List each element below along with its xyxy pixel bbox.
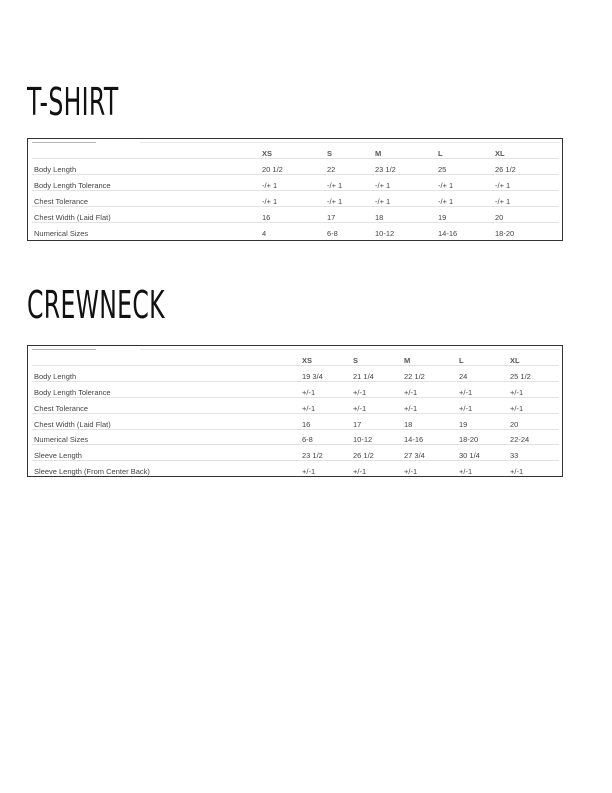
table-top-rule-light — [140, 349, 560, 350]
crewneck-size-chart — [27, 345, 563, 477]
size-value-cell: 22 — [327, 159, 375, 175]
size-value-cell: +/-1 — [510, 397, 559, 413]
table-row — [32, 413, 559, 429]
size-value-cell: 19 — [438, 207, 495, 223]
size-value-cell: 26 1/2 — [495, 159, 559, 175]
size-value-cell: 16 — [262, 207, 327, 223]
size-value-cell: +/-1 — [302, 381, 353, 397]
table-row — [32, 381, 559, 397]
size-value-cell: 30 1/4 — [459, 445, 510, 461]
size-value-cell: 25 — [438, 159, 495, 175]
table-top-rule — [32, 349, 96, 350]
size-header-xs: XS — [302, 356, 313, 365]
size-value-cell: +/-1 — [404, 381, 459, 397]
size-value-cell: -/+ 1 — [375, 175, 438, 191]
size-value-cell: +/-1 — [353, 461, 404, 476]
size-value-cell: +/-1 — [353, 381, 404, 397]
size-header-s: S — [327, 149, 333, 158]
size-value-cell: -/+ 1 — [438, 175, 495, 191]
size-value-cell: 21 1/4 — [353, 366, 404, 382]
header-blank-cell — [32, 147, 262, 159]
size-value-cell: 20 — [495, 207, 559, 223]
size-value-cell: 17 — [353, 413, 404, 429]
size-value-cell: 18-20 — [459, 429, 510, 445]
size-value-cell: -/+ 1 — [495, 175, 559, 191]
size-value-cell: 18-20 — [495, 223, 559, 239]
size-value-cell: 22 1/2 — [404, 366, 459, 382]
crewneck-size-table — [32, 354, 559, 476]
size-value-cell: 23 1/2 — [375, 159, 438, 175]
size-value-cell: +/-1 — [510, 461, 559, 476]
table-row — [32, 223, 559, 239]
tshirt-size-chart — [27, 138, 563, 241]
row-label: Chest Width (Laid Flat) — [32, 207, 262, 223]
size-value-cell: +/-1 — [404, 461, 459, 476]
size-value-cell: 22-24 — [510, 429, 559, 445]
size-value-cell: 19 3/4 — [302, 366, 353, 382]
size-header-l: L — [459, 356, 464, 365]
row-label: Sleeve Length (From Center Back) — [32, 461, 302, 476]
size-value-cell: 26 1/2 — [353, 445, 404, 461]
size-value-cell: +/-1 — [459, 461, 510, 476]
size-header-s: S — [353, 356, 359, 365]
tshirt-size-table — [32, 147, 559, 238]
size-value-cell: 25 1/2 — [510, 366, 559, 382]
size-value-cell: +/-1 — [353, 397, 404, 413]
table-row — [32, 445, 559, 461]
crewneck-title: CREWNECK — [27, 283, 165, 327]
size-value-cell: 18 — [404, 413, 459, 429]
size-header-m: M — [375, 149, 382, 158]
row-label: Chest Tolerance — [32, 191, 262, 207]
size-value-cell: 4 — [262, 223, 327, 239]
size-value-cell: 10-12 — [353, 429, 404, 445]
table-row — [32, 207, 559, 223]
size-header-row — [32, 354, 559, 366]
row-label: Body Length — [32, 366, 302, 382]
size-value-cell: 20 — [510, 413, 559, 429]
size-value-cell: +/-1 — [302, 397, 353, 413]
row-label: Body Length Tolerance — [32, 381, 302, 397]
size-value-cell: 16 — [302, 413, 353, 429]
size-value-cell: 17 — [327, 207, 375, 223]
row-label: Body Length — [32, 159, 262, 175]
size-value-cell: 18 — [375, 207, 438, 223]
size-value-cell: -/+ 1 — [262, 191, 327, 207]
size-value-cell: +/-1 — [459, 381, 510, 397]
size-value-cell: -/+ 1 — [327, 191, 375, 207]
table-row — [32, 191, 559, 207]
size-header-xs: XS — [262, 149, 273, 158]
size-value-cell: 19 — [459, 413, 510, 429]
table-top-rule-light — [140, 142, 560, 143]
size-value-cell: 14-16 — [438, 223, 495, 239]
size-value-cell: +/-1 — [404, 397, 459, 413]
size-value-cell: -/+ 1 — [495, 191, 559, 207]
size-value-cell: 33 — [510, 445, 559, 461]
table-row — [32, 429, 559, 445]
tshirt-title: T-SHIRT — [27, 80, 119, 124]
row-label: Numerical Sizes — [32, 223, 262, 239]
size-value-cell: 27 3/4 — [404, 445, 459, 461]
table-row — [32, 397, 559, 413]
size-header-m: M — [404, 356, 411, 365]
size-header-l: L — [438, 149, 443, 158]
table-row — [32, 159, 559, 175]
table-top-rule — [32, 142, 96, 143]
size-value-cell: 24 — [459, 366, 510, 382]
size-header-row — [32, 147, 559, 159]
row-label: Sleeve Length — [32, 445, 302, 461]
size-value-cell: 20 1/2 — [262, 159, 327, 175]
size-value-cell: -/+ 1 — [327, 175, 375, 191]
size-value-cell: +/-1 — [459, 397, 510, 413]
table-row — [32, 461, 559, 476]
size-value-cell: 6-8 — [302, 429, 353, 445]
size-header-xl: XL — [495, 149, 505, 158]
size-value-cell: 14-16 — [404, 429, 459, 445]
row-label: Body Length Tolerance — [32, 175, 262, 191]
size-value-cell: -/+ 1 — [375, 191, 438, 207]
size-header-xl: XL — [510, 356, 520, 365]
row-label: Numerical Sizes — [32, 429, 302, 445]
header-blank-cell — [32, 354, 302, 366]
row-label: Chest Width (Laid Flat) — [32, 413, 302, 429]
size-value-cell: 23 1/2 — [302, 445, 353, 461]
row-label: Chest Tolerance — [32, 397, 302, 413]
size-value-cell: -/+ 1 — [262, 175, 327, 191]
table-row — [32, 366, 559, 382]
size-value-cell: 6-8 — [327, 223, 375, 239]
size-value-cell: -/+ 1 — [438, 191, 495, 207]
table-row — [32, 175, 559, 191]
size-value-cell: +/-1 — [302, 461, 353, 476]
size-value-cell: +/-1 — [510, 381, 559, 397]
size-value-cell: 10-12 — [375, 223, 438, 239]
